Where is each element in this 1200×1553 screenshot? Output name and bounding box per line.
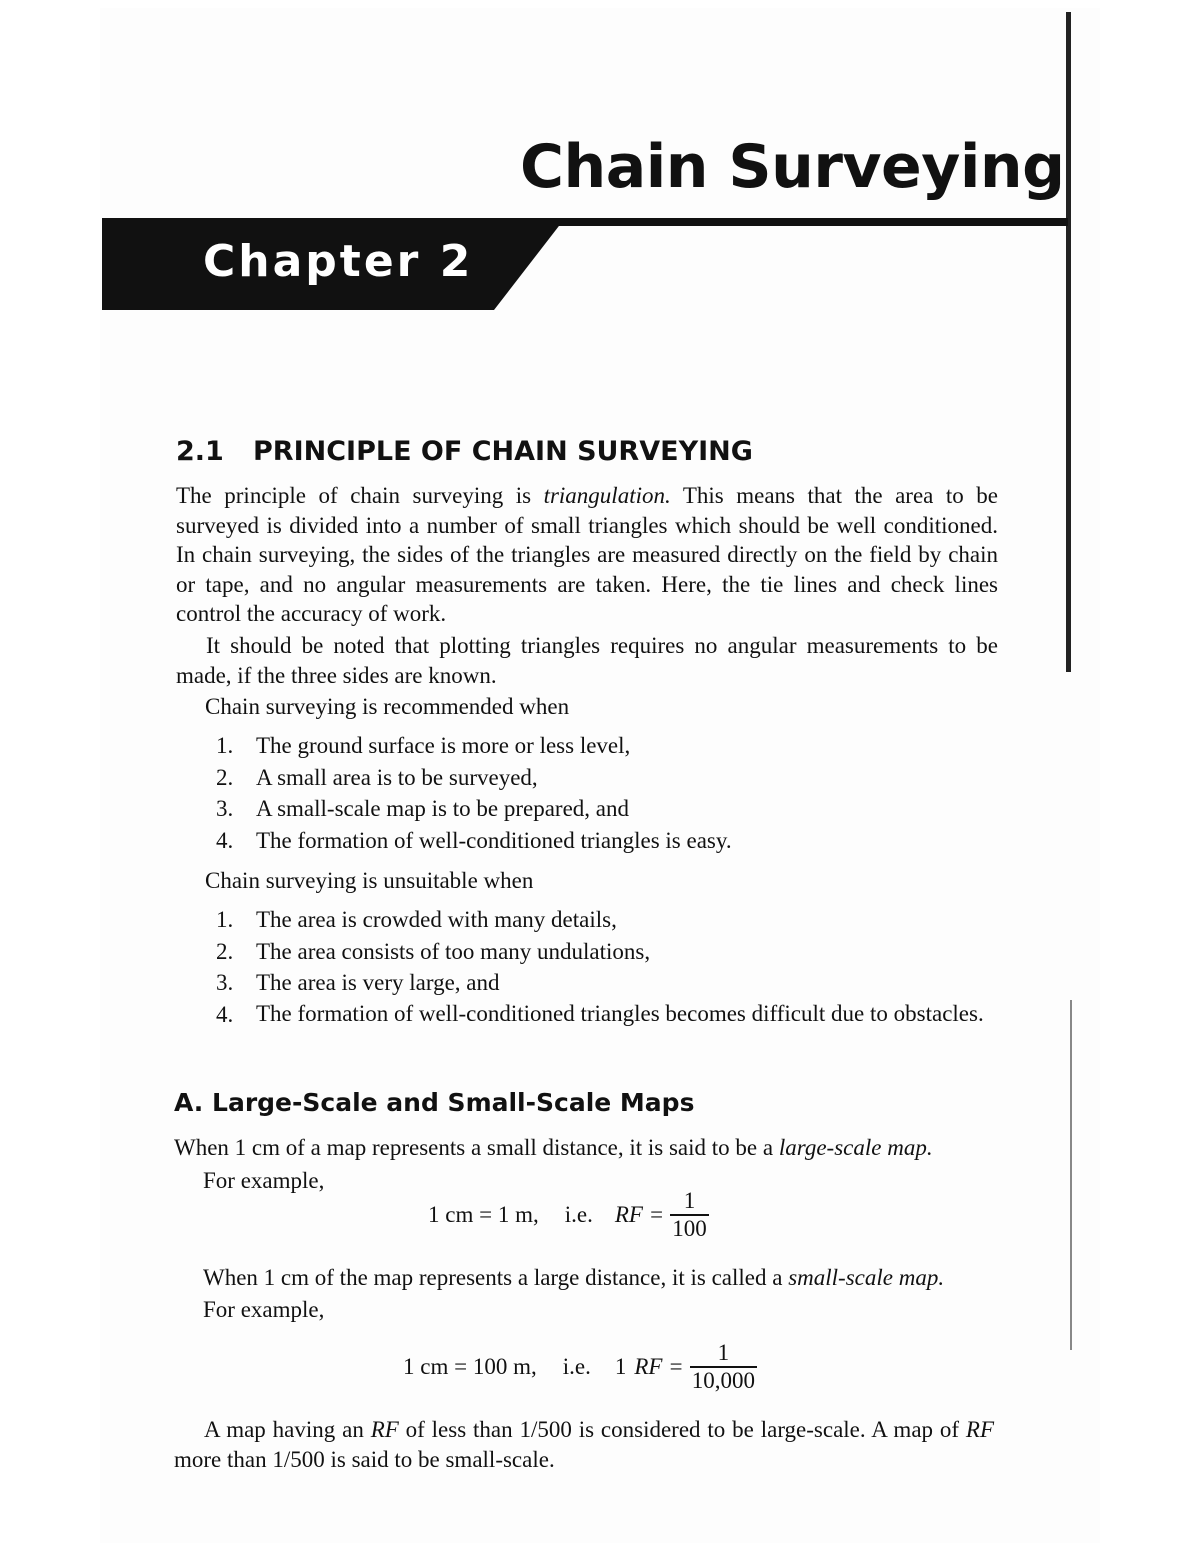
formula-lhs: 1 cm = 1 m, (428, 1201, 539, 1227)
item-text: The formation of well-conditioned triangles becomes difficult due to obstacles. (256, 1001, 984, 1027)
item-text: The area consists of too many undulations, (256, 938, 651, 964)
list-item (216, 762, 998, 794)
margin-rule (1066, 12, 1071, 672)
chapter-title: Chain Surveying (520, 132, 1065, 202)
recommended-list (216, 730, 998, 857)
section-heading (176, 436, 753, 467)
item-text: A small-scale map is to be prepared, and (256, 796, 629, 822)
formula-rf: RF = (614, 1201, 665, 1227)
item-number: 1. (216, 733, 234, 758)
item-number: 4. (216, 828, 234, 854)
unsuitable-list (216, 904, 998, 1031)
paragraph-principle (176, 481, 998, 629)
item-number: 2. (216, 764, 234, 790)
fraction-denominator: 10,000 (691, 1367, 755, 1393)
chapter-label: Chapter 2 (203, 236, 474, 287)
paragraph-large-scale (174, 1133, 933, 1163)
emphasis-rf: RF (965, 1417, 995, 1442)
emphasis-large-scale: large-scale map. (778, 1135, 933, 1160)
recommended-intro: Chain surveying is recommended when (205, 694, 570, 719)
text-run: This means that the area to be surveyed is divided into a number of small triangles which should be well conditioned. In chain surveying, the sides of the triangles are measured directly on the field by chain or tape, and no angular measurements are taken. Here, the tie lines and check lines control the accuracy of work. (176, 483, 998, 626)
item-text: The area is very large, and (256, 970, 500, 996)
example-label: For example, (203, 1168, 325, 1193)
formula-prefix: 1 (614, 1353, 627, 1379)
item-number: 3. (216, 796, 234, 822)
paragraph-rf-threshold (174, 1415, 994, 1474)
formula-lhs: 1 cm = 100 m, (403, 1353, 537, 1379)
unsuitable-intro: Chain surveying is unsuitable when (205, 868, 534, 893)
text-run: When 1 cm of a map represents a small distance, it is said to be a (174, 1135, 779, 1160)
paragraph-note: It should be noted that plotting triangles requires no angular measurements to be made, if the three sides are known. (176, 633, 998, 688)
formula-small-scale (403, 1340, 757, 1394)
example-label: For example, (203, 1297, 325, 1322)
formula-rf: RF = (634, 1353, 684, 1379)
list-item (216, 999, 998, 1031)
text-run: When 1 cm of the map represents a large distance, it is called a (203, 1265, 789, 1290)
section-number: 2.1 (176, 436, 224, 467)
item-text: The ground surface is more or less level, (256, 733, 631, 758)
subsection-heading: A. Large-Scale and Small-Scale Maps (174, 1088, 695, 1117)
item-number: 3. (216, 970, 234, 996)
list-item (216, 936, 998, 968)
margin-rule-lower (1070, 1000, 1072, 1350)
item-number: 2. (216, 938, 234, 964)
list-item (216, 967, 998, 999)
list-item (216, 730, 998, 762)
fraction-denominator: 100 (672, 1215, 707, 1241)
item-text: The formation of well-conditioned triangles is easy. (256, 828, 732, 854)
fraction (670, 1188, 709, 1242)
list-item (216, 904, 998, 936)
section-title: PRINCIPLE OF CHAIN SURVEYING (253, 436, 753, 467)
emphasis-small-scale: small-scale map. (788, 1265, 945, 1290)
paragraph-small-scale (203, 1263, 944, 1293)
text-run: The principle of chain surveying is (176, 483, 544, 508)
formula-large-scale (428, 1188, 709, 1242)
fraction (690, 1340, 757, 1394)
text-run: A map having an (204, 1417, 371, 1442)
emphasis-rf: RF (370, 1417, 399, 1442)
item-text: The area is crowded with many details, (256, 907, 617, 932)
formula-ie: i.e. (562, 1353, 591, 1379)
emphasis-triangulation: triangulation. (543, 483, 671, 508)
text-run: of less than 1/500 is considered to be large-scale. A map of (398, 1417, 966, 1442)
formula-ie: i.e. (564, 1201, 593, 1227)
text-run: more than 1/500 is said to be small-scale. (174, 1446, 555, 1472)
item-number: 1. (216, 907, 234, 932)
item-text: A small area is to be surveyed, (256, 764, 538, 790)
fraction-numerator: 1 (683, 1188, 696, 1213)
item-number: 4. (216, 1002, 234, 1028)
list-item (216, 825, 998, 857)
fraction-numerator: 1 (717, 1340, 730, 1365)
list-item (216, 793, 998, 825)
